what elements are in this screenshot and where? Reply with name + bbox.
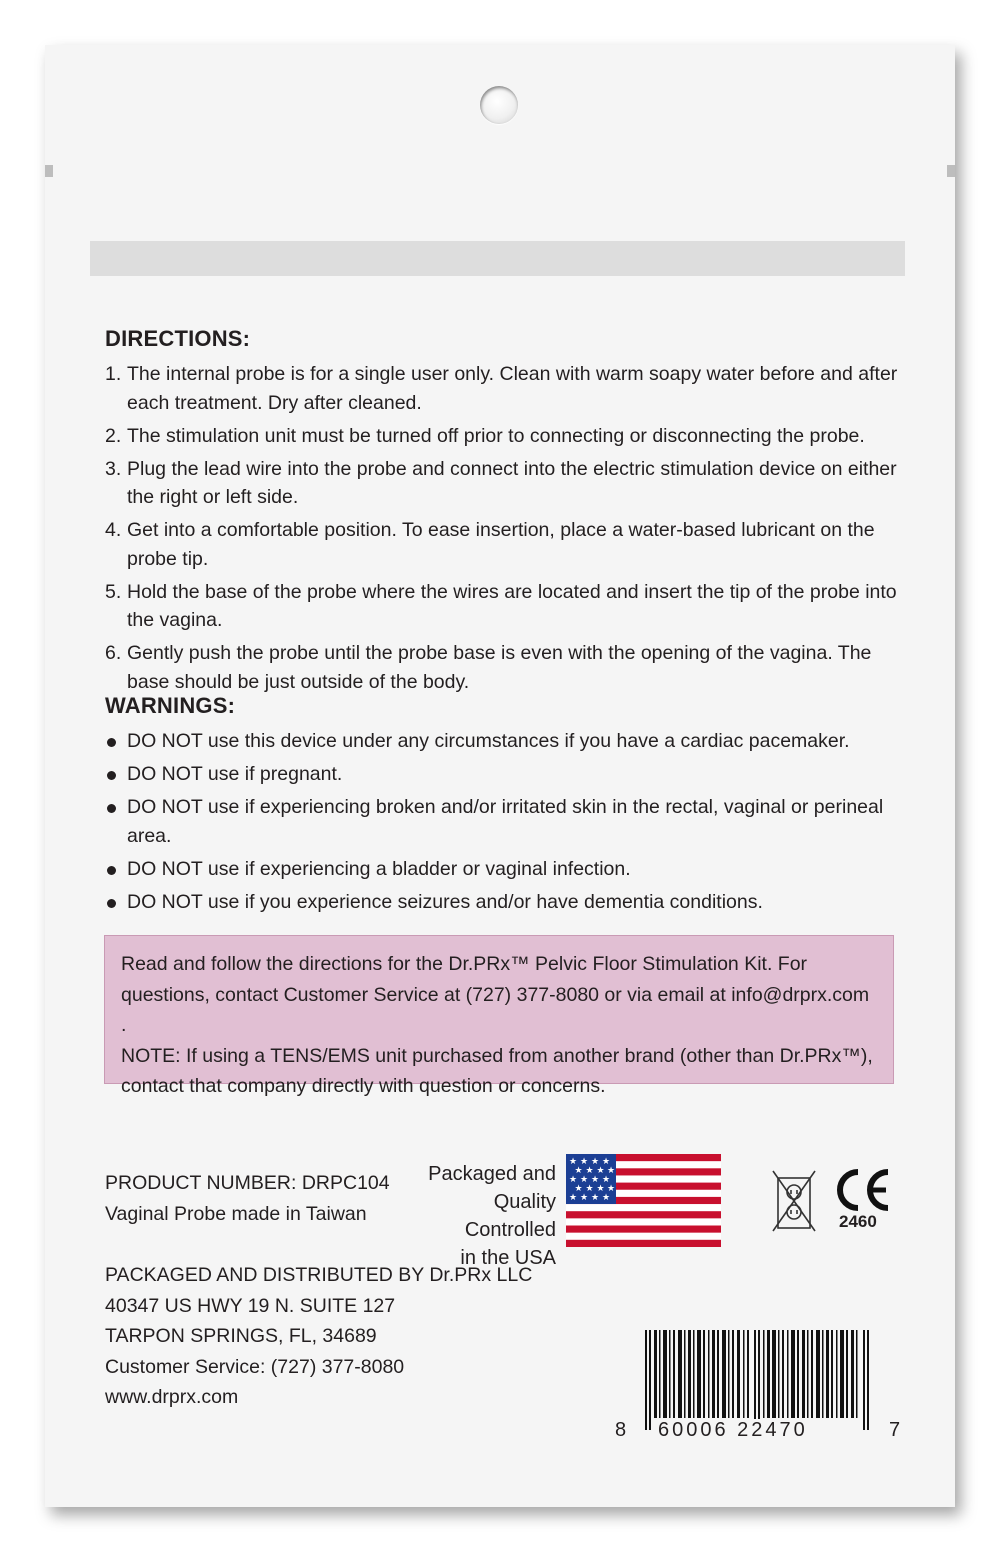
- svg-text:★: ★: [585, 1166, 594, 1176]
- note-box: [104, 935, 894, 1097]
- note-brand-text: NOTE: If using a TENS/EMS unit purchased from another brand (other than Dr.PRx™), contact that company directly with question or concerns.: [121, 1044, 873, 1097]
- usa-badge-text: Packaged and Quality Controlled in the USA: [428, 1163, 556, 1269]
- svg-text:★: ★: [590, 1157, 600, 1167]
- svg-text:★: ★: [596, 1184, 605, 1194]
- ce-number: 2460: [839, 1212, 877, 1231]
- product-origin: Vaginal Probe made in Taiwan: [105, 1202, 367, 1225]
- warning-item: DO NOT use if pregnant.: [105, 760, 905, 789]
- svg-text:★: ★: [574, 1184, 583, 1194]
- customer-service: Customer Service: (727) 377-8080: [105, 1355, 405, 1378]
- svg-text:★: ★: [574, 1166, 583, 1176]
- svg-text:★: ★: [596, 1166, 605, 1176]
- svg-text:★: ★: [568, 1157, 578, 1167]
- svg-text:★: ★: [585, 1184, 594, 1194]
- warning-item: DO NOT use if experiencing a bladder or vaginal infection.: [105, 855, 905, 884]
- usa-flag-icon: [566, 1154, 721, 1247]
- svg-text:★: ★: [601, 1193, 611, 1203]
- svg-text:★: ★: [568, 1175, 578, 1185]
- svg-text:★: ★: [568, 1193, 578, 1203]
- product-info: [105, 1168, 390, 1229]
- warning-item: DO NOT use if you experience seizures and/or have dementia conditions.: [105, 888, 905, 917]
- warning-item: DO NOT use this device under any circumstances if you have a cardiac pacemaker.: [105, 727, 905, 756]
- distributor-name: PACKAGED AND DISTRIBUTED BY Dr.PRx LLC: [105, 1264, 533, 1286]
- svg-text:★: ★: [590, 1175, 600, 1185]
- direction-item: 1. The internal probe is for a single user only. Clean with warm soapy water before and after each treatment. Dry after cleaned.: [105, 363, 898, 414]
- warnings-list: [105, 727, 905, 921]
- bullet-icon: [107, 866, 116, 875]
- directions-title: DIRECTIONS:: [105, 326, 251, 351]
- warnings-title: WARNINGS:: [105, 693, 236, 718]
- barcode-last-digit: 7: [886, 1419, 906, 1442]
- direction-item: 6. Gently push the probe until the probe base is even with the opening of the vagina. The base should be just outside of the body.: [105, 642, 872, 693]
- direction-item: 5. Hold the base of the probe where the wires are located and insert the tip of the probe into the vagina.: [105, 580, 897, 631]
- direction-item: 4. Get into a comfortable position. To ease insertion, place a water-based lubricant on the probe tip.: [105, 519, 875, 570]
- svg-text:★: ★: [601, 1157, 611, 1167]
- svg-text:★: ★: [601, 1175, 611, 1185]
- bullet-icon: [107, 738, 116, 747]
- note-contact-text: Read and follow the directions for the Dr.PRx™ Pelvic Floor Stimulation Kit. For questions, contact Customer Service at (727) 377-8080 or via email at info@drprx.com .: [121, 953, 870, 1036]
- barcode-icon: [645, 1330, 873, 1430]
- distributor-info: [105, 1260, 532, 1413]
- direction-item: 3. Plug the lead wire into the probe and connect into the electric stimulation device on either the right or left side.: [105, 457, 897, 508]
- distributor-city: TARPON SPRINGS, FL, 34689: [105, 1325, 377, 1347]
- warning-item: DO NOT use if experiencing broken and/or irritated skin in the rectal, vaginal or perineal area.: [105, 793, 905, 850]
- svg-text:★: ★: [579, 1175, 589, 1185]
- bullet-icon: [107, 804, 116, 813]
- bullet-icon: [107, 899, 116, 908]
- svg-text:★: ★: [606, 1166, 616, 1176]
- bullet-icon: [107, 771, 116, 780]
- directions-list: [105, 360, 905, 701]
- svg-text:★: ★: [590, 1193, 600, 1203]
- weee-disposal-icon: [772, 1170, 816, 1232]
- svg-text:★: ★: [579, 1157, 589, 1167]
- svg-text:★: ★: [579, 1193, 589, 1203]
- direction-item: 2. The stimulation unit must be turned off prior to connecting or disconnecting the probe.: [105, 424, 865, 447]
- product-number: PRODUCT NUMBER: DRPC104: [105, 1172, 390, 1194]
- ce-mark-icon: [834, 1168, 894, 1212]
- distributor-street: 40347 US HWY 19 N. SUITE 127: [105, 1294, 396, 1317]
- website-link[interactable]: www.drprx.com: [105, 1386, 239, 1408]
- barcode-middle-digits: 60006 22470: [655, 1419, 811, 1442]
- barcode-first-digit: 8: [612, 1419, 632, 1442]
- hang-hole: [480, 86, 518, 124]
- svg-text:★: ★: [606, 1184, 616, 1194]
- package-notch-right: [947, 165, 955, 177]
- package-notch-left: [45, 165, 53, 177]
- seal-strip: [90, 241, 905, 276]
